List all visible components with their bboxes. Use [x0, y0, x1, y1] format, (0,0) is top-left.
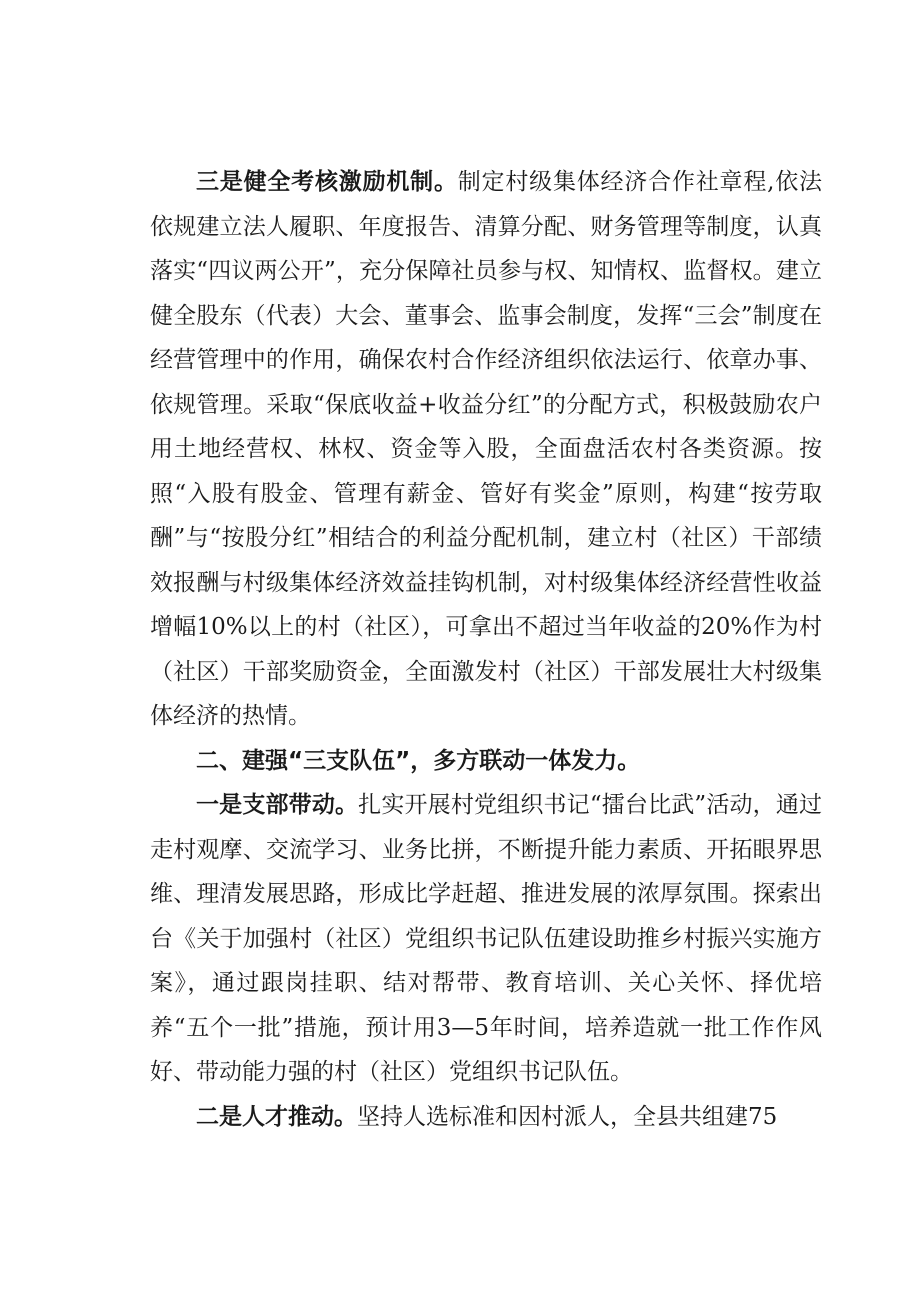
paragraph-lead: 三是健全考核激励机制。 [196, 169, 458, 195]
paragraph-text: 扎实开展村党组织书记“擂台比武”活动，通过走村观摩、交流学习、业务比拼，不断提升能力素质、开拓眼界思维、理清发展思路，形成比学赶超、推进发展的浓厚氛围。探索出台《关于加强村（社区）党组织书记队伍建设助推乡村振兴实施方案》，通过跟岗挂职、结对帮带、教育培训、关心关怀、择优培养“五个一批”措施，预计用3—5年时间，培养造就一批工作作风好、带动能力强的村（社区）党组织书记队伍。 [150, 792, 822, 1085]
paragraph-text: 制定村级集体经济合作社章程,依法依规建立法人履职、年度报告、清算分配、财务管理等制度，认真落实“四议两公开”，充分保障社员参与权、知情权、监督权。建立健全股东（代表）大会、董事会、监事会制度，发挥“三会”制度在经营管理中的作用，确保农村合作经济组织依法运行、依章办事、依规管理。采取“保底收益+收益分红”的分配方式，积极鼓励农户用土地经营权、林权、资金等入股，全面盘活农村各类资源。按照“入股有股金、管理有薪金、管好有奖金”原则，构建“按劳取酬”与“按股分红”相结合的利益分配机制，建立村（社区）干部绩效报酬与村级集体经济效益挂钩机制，对村级集体经济经营性收益增幅10%以上的村（社区），可拿出不超过当年收益的20%作为村（社区）干部奖励资金，全面激发村（社区）干部发展壮大村级集体经济的热情。 [150, 169, 823, 729]
paragraph-lead: 二是人才推动。 [196, 1103, 357, 1130]
paragraph-incentive-mechanism [150, 160, 822, 739]
paragraph-branch-driving [150, 783, 822, 1095]
paragraph-lead: 一是支部带动。 [196, 792, 359, 818]
section-heading: 二、建强“三支队伍”，多方联动一体发力。 [196, 747, 641, 774]
paragraph-text: 坚持人选标准和因村派人，全县共组建75 [357, 1103, 778, 1130]
document-body [150, 160, 822, 1139]
paragraph-talent-promotion [150, 1095, 822, 1140]
